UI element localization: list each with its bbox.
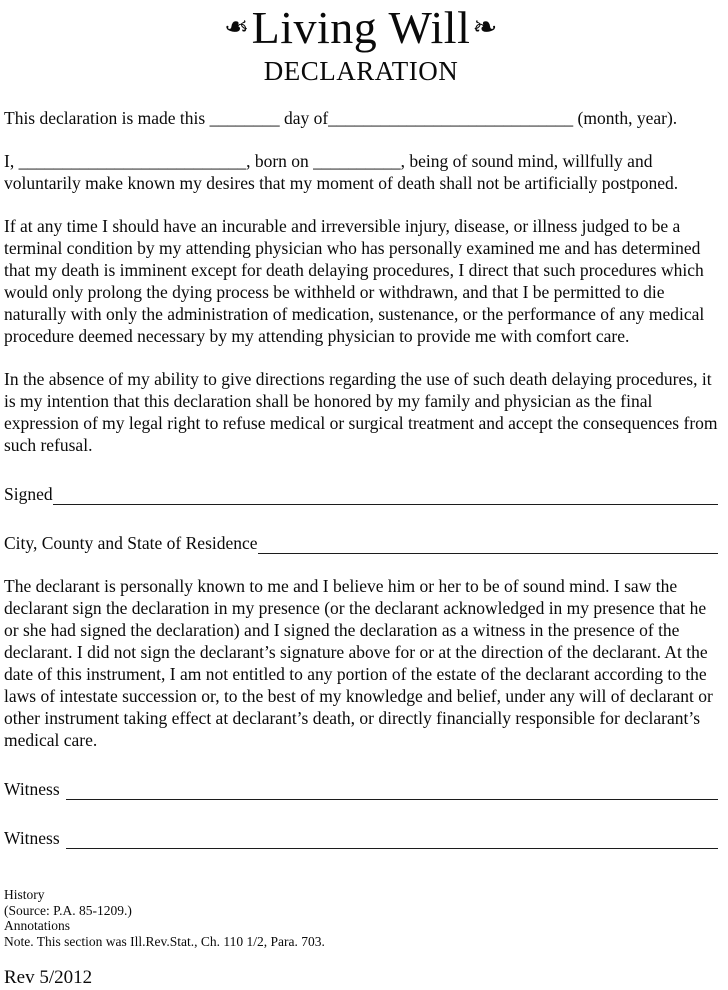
signed-blank-line	[53, 485, 718, 505]
signed-label: Signed	[4, 484, 53, 504]
witness2-label: Witness	[4, 828, 60, 848]
document-title-row	[4, 2, 718, 54]
witness1-row	[4, 778, 718, 800]
fleuron-right-icon: ❧	[472, 10, 498, 45]
witness2-row	[4, 827, 718, 849]
residence-row	[4, 532, 718, 554]
signed-row	[4, 483, 718, 505]
revision-label: Rev 5/2012	[4, 967, 93, 988]
source-note: (Source: P.A. 85-1209.)	[4, 902, 132, 918]
witness1-label: Witness	[4, 779, 60, 799]
witness1-blank-line	[66, 780, 718, 800]
annotations-heading: Annotations	[4, 918, 70, 933]
terminal-condition-paragraph: If at any time I should have an incurable and irreversible injury, disease, or illness judged to be a terminal condition by my attending physician who has personally examined me and has determined that my death is imminent except for death delaying procedures, I direct that such procedures which would only prolong the dying process be withheld or withdrawn, and that I be permitted to die naturally with only the administration of medication, sustenance, or the performance of any medical procedure deemed necessary by my attending physician to provide me with comfort care.	[4, 216, 705, 346]
declarant-paragraph: I, __________________________, born on __________, being of sound mind, willfully and voluntarily make known my desires that my moment of death shall not be artificially postponed.	[4, 151, 679, 193]
history-heading: History	[4, 887, 45, 902]
date-line-paragraph: This declaration is made this ________ day of____________________________ (month, year).	[4, 108, 678, 128]
document-title: Living Will	[251, 2, 471, 53]
intention-paragraph: In the absence of my ability to give directions regarding the use of such death delaying procedures, it is my intention that this declaration shall be honored by my family and physician as the final expression of my legal right to refuse medical or surgical treatment and accept the consequences from such refusal.	[4, 369, 718, 455]
statute-notes	[4, 887, 718, 949]
statute-reference-note: Note. This section was Ill.Rev.Stat., Ch. 110 1/2, Para. 703.	[4, 933, 325, 949]
residence-blank-line	[258, 534, 718, 554]
witness2-blank-line	[66, 829, 718, 849]
residence-label: City, County and State of Residence	[4, 533, 258, 553]
fleuron-left-icon: ❧	[224, 10, 250, 45]
witness-attestation-paragraph: The declarant is personally known to me and I believe him or her to be of sound mind. I saw the declarant sign the declaration in my presence (or the declarant acknowledged in my presence that he or she had signed the declaration) and I signed the declaration as a witness in the presence of the declarant. I did not sign the declarant’s signature above for or at the direction of the declarant. At the date of this instrument, I am not entitled to any portion of the estate of the declarant according to the laws of intestate succession or, to the best of my knowledge and belief, under any will of declarant or other instrument taking effect at declarant’s death, or directly financially responsible for declarant’s medical care.	[4, 576, 713, 750]
document-subtitle: DECLARATION	[263, 56, 459, 86]
